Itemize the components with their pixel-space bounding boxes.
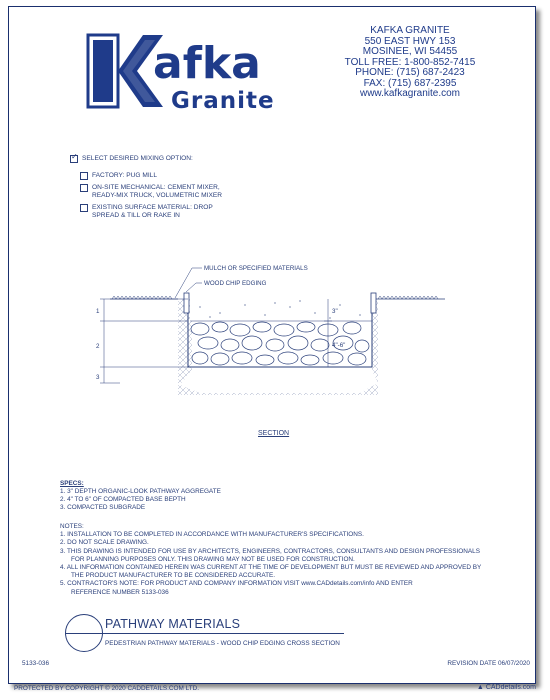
company-info (320, 26, 500, 100)
spec-item: 2. 4" TO 6" OF COMPACTED BASE BEPTH (60, 496, 186, 503)
options-header-label: SELECT DESIRED MIXING OPTION: (82, 155, 193, 162)
kafka-granite-logo (85, 32, 295, 118)
section-svg (60, 255, 490, 405)
note-line: 1. INSTALLATION TO BE COMPLETED IN ACCORDANCE WITH MANUFACTURER'S SPECIFICATIONS. (60, 531, 364, 539)
note-line: REFERENCE NUMBER 5133-036 (71, 588, 169, 596)
company-website: www.kafkagranite.com (359, 88, 461, 99)
company-line: 550 EAST HWY 153 (364, 35, 456, 47)
option-label: FACTORY: PUG MILL (92, 171, 157, 179)
company-line: TOLL FREE: 1-800-852-7415 (344, 56, 476, 68)
specs-heading: SPECS: (60, 480, 84, 487)
company-line: FAX: (715) 687-2395 (363, 77, 457, 89)
notes-heading: NOTES: (60, 523, 84, 530)
option-label: EXISTING SURFACE MATERIAL: DROP (92, 204, 213, 212)
checkbox-icon[interactable] (80, 184, 88, 192)
drawing-subtitle: PEDESTRIAN PATHWAY MATERIALS - WOOD CHIP EDGING CROSS SECTION (105, 640, 340, 647)
cross-section-drawing (60, 255, 490, 410)
caddetails-link[interactable]: CADdetails.com (485, 684, 536, 691)
notes-block (60, 523, 500, 597)
callout-mulch: MULCH OR SPECIFIED MATERIALS (204, 265, 308, 272)
checkbox-icon[interactable] (80, 172, 88, 180)
revision-date: REVISION DATE 06/07/2020 (447, 660, 530, 667)
spec-item: 1. 3" DEPTH ORGANIC-LOOK PATHWAY AGGREGATE (60, 488, 221, 495)
options-header (70, 155, 222, 163)
option-onsite (80, 184, 222, 199)
reference-number: 5133-036 (22, 660, 50, 667)
note-line: THE PRODUCT MANUFACTURER TO BE CONSIDERED ACCURATE. (71, 572, 276, 580)
option-existing (80, 204, 222, 219)
option-label: SPREAD & TILL OR RAKE IN (92, 211, 180, 219)
caddetails-logo[interactable]: ▲ CADdetails.com (476, 684, 536, 691)
note-line: FOR PLANNING PURPOSES ONLY. THIS DRAWING MAY NOT BE USED FOR CONSTRUCTION. (71, 555, 355, 563)
company-line: PHONE: (715) 687-2423 (355, 67, 465, 78)
note-line: 2. DO NOT SCALE DRAWING. (60, 539, 149, 547)
option-label: ON-SITE MECHANICAL: CEMENT MIXER, (92, 184, 220, 192)
note-line: 5. CONTRACTOR'S NOTE: FOR PRODUCT AND COMPANY INFORMATION VISIT www.CADdetails.com/info AND ENTER (60, 580, 413, 588)
checked-checkbox-icon[interactable] (70, 155, 78, 163)
dimension-top: 3" (332, 308, 338, 315)
copyright: PROTECTED BY COPYRIGHT © 2020 CADDETAILS.COM LTD. (14, 685, 199, 692)
option-factory (80, 172, 222, 180)
logo-word-afka: afka (153, 38, 261, 89)
note-line: 3. THIS DRAWING IS INTENDED FOR USE BY ARCHITECTS, ENGINEERS, CONTRACTORS, CONSULTANTS AND DESIGN PROFESSIONALS (60, 547, 480, 555)
section-label: SECTION (258, 430, 290, 437)
title-underline (82, 633, 344, 634)
company-line: MOSINEE, WI 54455 (362, 46, 458, 57)
note-line: 4. ALL INFORMATION CONTAINED HEREIN WAS CURRENT AT THE TIME OF DEVELOPMENT BUT MUST BE REVIEWED AND APPROVED BY (60, 564, 482, 572)
company-line: KAFKA GRANITE (370, 25, 450, 36)
dimension-base: 4"-6" (332, 342, 346, 349)
mixing-options (70, 155, 222, 225)
layer-ref-3: 3 (96, 374, 100, 381)
title-block (65, 612, 355, 654)
layer-ref-2: 2 (96, 343, 100, 350)
spec-item: 3. COMPACTED SUBGRADE (60, 504, 146, 511)
option-label: READY-MIX TRUCK, VOLUMETRIC MIXER (92, 191, 223, 199)
callout-wood-chip-edging: WOOD CHIP EDGING (204, 280, 267, 287)
drawing-title: PATHWAY MATERIALS (105, 617, 241, 631)
logo-word-granite: Granite (171, 88, 275, 114)
checkbox-icon[interactable] (80, 204, 88, 212)
specs-block (60, 480, 221, 512)
layer-ref-1: 1 (96, 308, 100, 315)
logo-graphic (85, 32, 295, 118)
